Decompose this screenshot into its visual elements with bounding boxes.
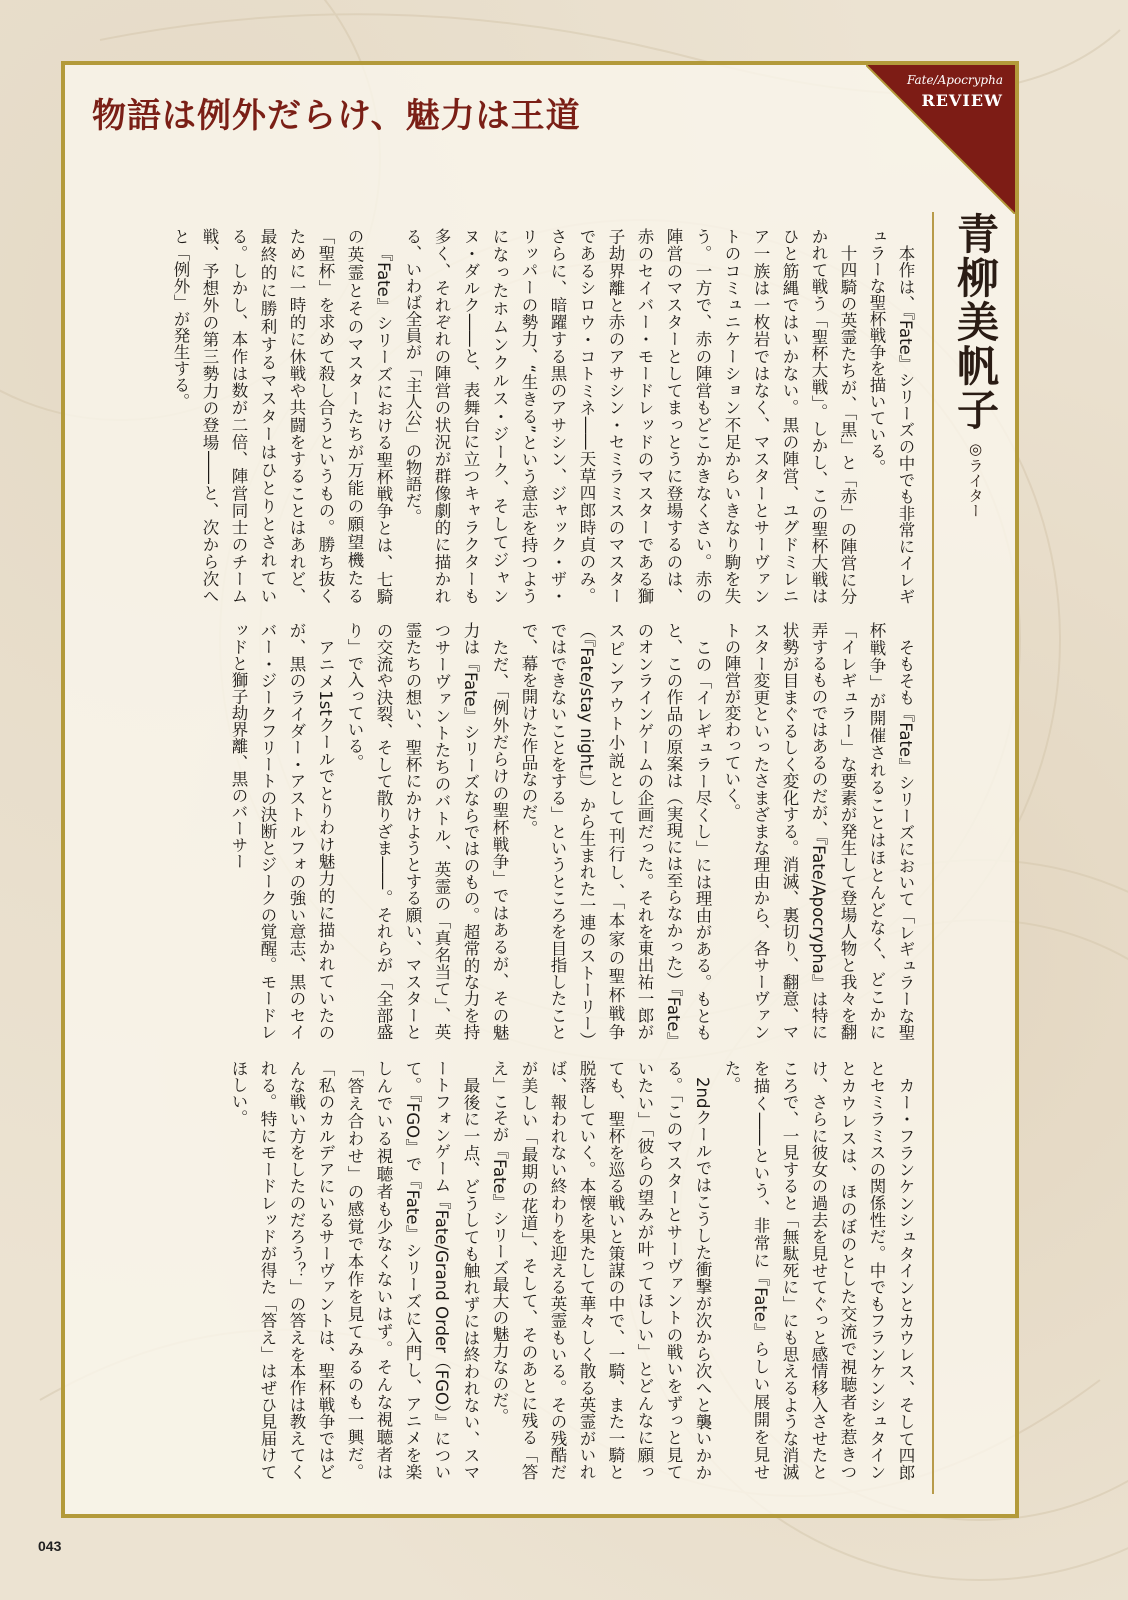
article-column-1 — [88, 228, 920, 604]
paragraph: そもそも『Fate』シリーズにおいて「レギュラーな聖杯戦争」が開催されることはほとんどなく、どこかに「イレギュラー」な要素が発生して登場人物と我々を翻弄するものではあるのだが、『Fate/Apocrypha』は特に状勢が目まぐるしく変化する。消滅、裏切り、翻意、マスター変更といったさまざまな理由から、各サーヴァントの陣営が変わっていく。 — [722, 622, 915, 1040]
paragraph: ただ、「例外だらけの聖杯戦争」ではあるが、その魅力は『Fate』シリーズならではのもの。超常的な力を持つサーヴァントたちのバトル、英霊の「真名当て」、英霊たちの想い、聖杯にかけようとする願い、マスターとの交流や決裂、そして散りざま――。それらが「全部盛り」で入っている。 — [345, 622, 509, 1040]
paragraph: 2ndクールではこうした衝撃が次から次へと襲いかかる。「このマスターとサーヴァントの戦いをずっと見ていたい」「彼らの望みが叶ってほしい」とどんなに願っても、聖杯を巡る戦いと策謀の中で、一騎、また一騎と脱落していく。本懐を果たして華々しく散る英霊がいれば、報われない終わりを迎える英霊もいる。その残酷だが美しい「最期の花道」、そして、そのあとに残る「答え」こそが『Fate』シリーズ最大の魅力なのだ。 — [490, 1060, 712, 1480]
article-column-2 — [88, 622, 920, 1040]
author-name: 青柳美帆子 — [951, 212, 1000, 432]
paragraph: カー・フランケンシュタインとカウレス、そして四郎とセミラミスの関係性だ。中でもフランケンシュタインとカウレスは、ほのぼのとした交流で視聴者を惹きつけ、さらに彼女の過去を見せてぐっと感情移入させたところで、一見すると「無駄死に」にも思えるような消滅を描く――という、非常に『Fate』らしい展開を見せた。 — [722, 1060, 915, 1480]
review-corner-badge — [866, 65, 1015, 214]
author-role: ◎ライター — [966, 440, 985, 518]
author-divider — [932, 212, 934, 1494]
corner-triangle — [866, 65, 1015, 214]
paragraph: 十四騎の英霊たちが、「黒」と「赤」の陣営に分かれて戦う「聖杯大戦」。しかし、この聖杯大戦はひと筋縄ではいかない。黒の陣営、ユグドミレニア一族は一枚岩ではなく、マスターとサーヴァントのコミュニケーション不足からいきなり駒を失う。一方で、赤の陣営もどこかきなくさい。赤の陣営のマスターとしてまっとうに登場するのは、赤のセイバー・モードレッドのマスターである獅子劫界離と赤のアサシン・セミラミスのマスターであるシロウ・コトミネ――天草四郎時貞のみ。さらに、暗躍する黒のアサシン、ジャック・ザ・リッパーの勢力、“生きる”という意志を持つようになったホムンクルス・ジーク、そしてジャンヌ・ダルク――と、表舞台に立つキャラクターも多く、それぞれの陣営の状況が群像劇的に描かれる、いわば全員が「主人公」の物語だ。 — [403, 228, 857, 604]
corner-series-title: Fate/Apocrypha — [906, 73, 1003, 87]
author-block — [945, 212, 1005, 518]
paragraph: アニメ1stクールでとりわけ魅力的に描かれていたのが、黒のライダー・アストルフォの強い意志、黒のセイバー・ジークフリートの決断とジークの覚醒。モードレッドと獅子劫界離、黒のバーサー — [229, 622, 335, 1040]
article-column-3 — [88, 1060, 920, 1480]
paragraph: 本作は、『Fate』シリーズの中でも非常にイレギュラーな聖杯戦争を描いている。 — [867, 228, 915, 604]
paragraph: 最後に一点、どうしても触れずには終われない、スマートフォンゲーム『Fate/Grand Order（FGO）』について。『FGO』で『Fate』シリーズに入門し、アニメを楽しんでいる視聴者も少なくないはず。そんな視聴者は「答え合わせ」の感覚で本作を見てみるのも一興だ。「私のカルデアにいるサーヴァントは、聖杯戦争ではどんな戦い方をしたのだろう？」の答えを本作は教えてくれる。特にモードレッドが得た「答え」はぜひ見届けてほしい。 — [229, 1060, 480, 1480]
paragraph: 『Fate』シリーズにおける聖杯戦争とは、七騎の英霊とそのマスターたちが万能の願望機たる「聖杯」を求めて殺し合うというもの。勝ち抜くために一時的に休戦や共闘をすることはあれど、最終的に勝利するマスターはひとりとされている。しかし、本作は数が二倍、陣営同士のチーム戦、予想外の第三勢力の登場――と、次から次へと「例外」が発生する。 — [171, 228, 393, 604]
article-headline: 物語は例外だらけ、魅力は王道 — [92, 96, 581, 136]
paragraph: この「イレギュラー尽くし」には理由がある。もともと、この作品の原案は（実現には至らなかった）『Fate』のオンラインゲームの企画だった。それを東出祐一郎がスピンアウト小説として刊行し、「本家の聖杯戦争（『Fate/stay night』）から生まれた一連のストーリー）ではできないことをする」というところを目指したことで、幕を開けた作品なのだ。 — [519, 622, 712, 1040]
corner-review-label: REVIEW — [921, 91, 1003, 110]
page-number: 043 — [38, 1538, 62, 1554]
